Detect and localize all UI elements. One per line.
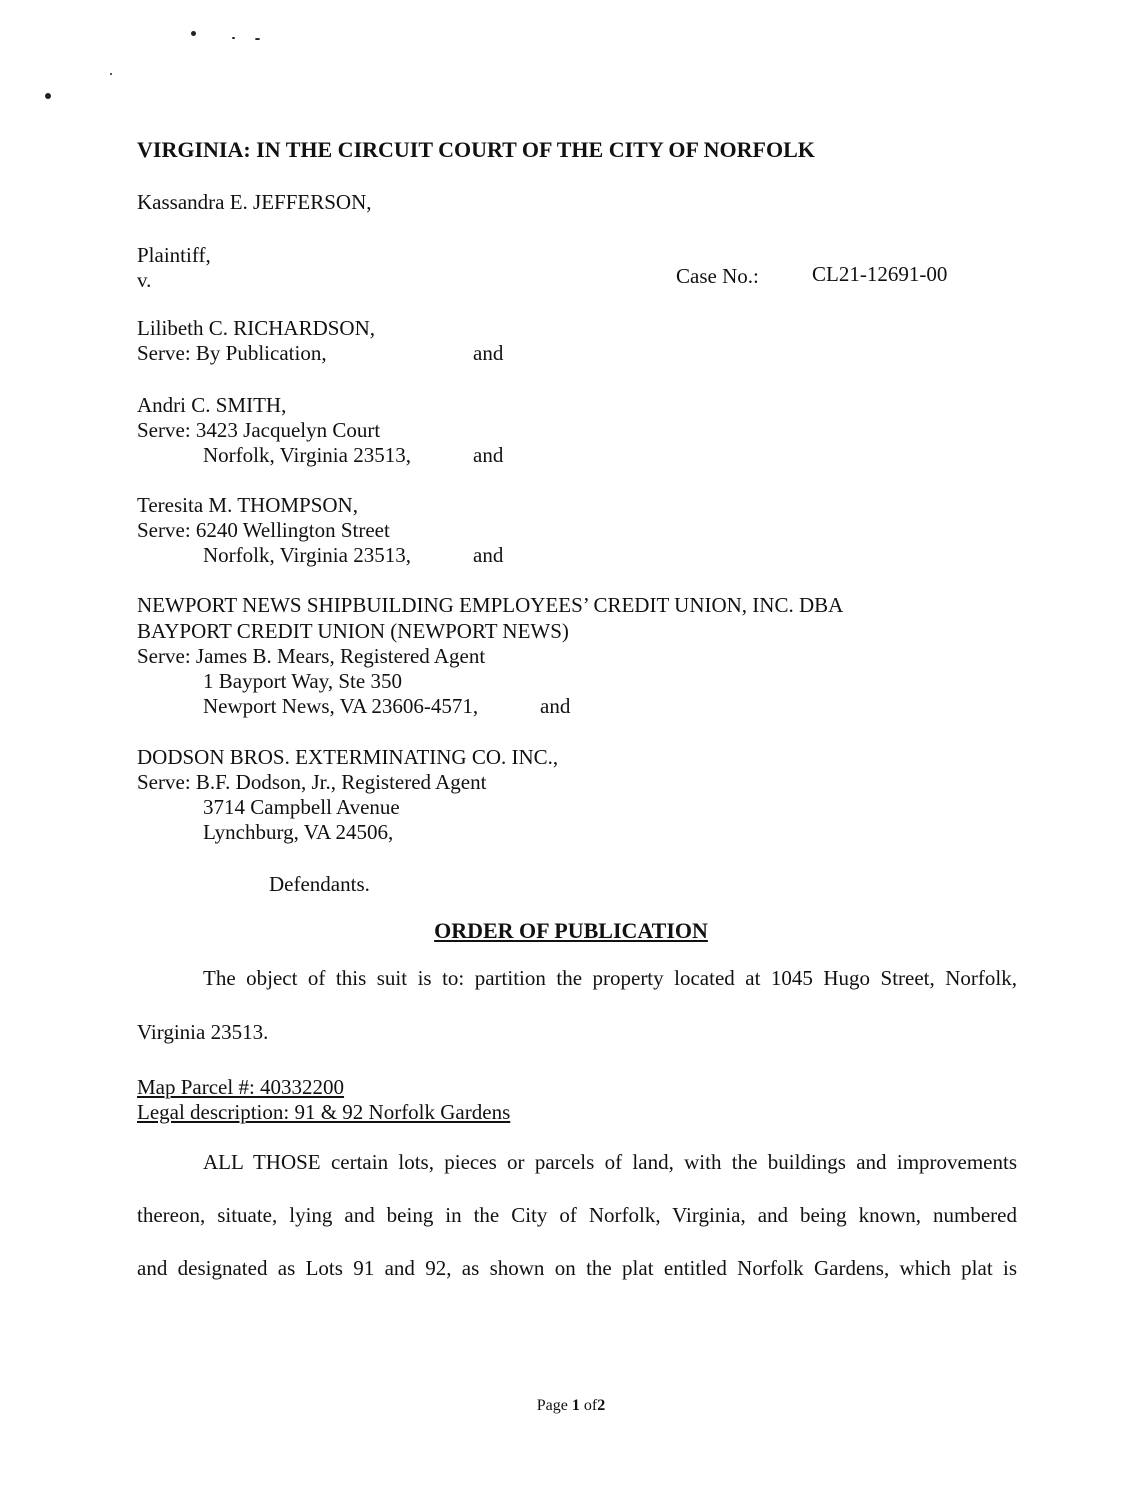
defendants-label: Defendants. [269, 872, 370, 896]
order-title: ORDER OF PUBLICATION [434, 918, 708, 943]
legal-text-line: and designated as Lots 91 and 92, as shown on the plat entitled Norfolk Gardens, which plat is [137, 1256, 1017, 1280]
footer-of-word: of [583, 1397, 598, 1414]
legal-text-line: ALL THOSE certain lots, pieces or parcels of land, with the buildings and improvements [203, 1150, 1017, 1174]
defendant-serve-line: Serve: B.F. Dodson, Jr., Registered Agent [137, 770, 487, 794]
scan-speck [45, 93, 51, 99]
defendant-name: NEWPORT NEWS SHIPBUILDING EMPLOYEES’ CREDIT UNION, INC. DBA [137, 593, 844, 617]
defendant-name: Teresita M. THOMPSON, [137, 493, 358, 517]
legal-text-line: thereon, situate, lying and being in the City of Norfolk, Virginia, and being known, numbered [137, 1203, 1017, 1227]
connector-and: and [473, 341, 504, 365]
defendant-serve-line: Norfolk, Virginia 23513, [203, 543, 411, 567]
scan-speck [255, 38, 260, 40]
defendant-name: Lilibeth C. RICHARDSON, [137, 316, 376, 340]
plaintiff-role: Plaintiff, [137, 243, 211, 267]
case-number: CL21-12691-00 [812, 262, 948, 286]
defendant-name: BAYPORT CREDIT UNION (NEWPORT NEWS) [137, 619, 569, 643]
connector-and: and [540, 694, 571, 718]
defendant-serve-line: Serve: 3423 Jacquelyn Court [137, 418, 381, 442]
versus-label: v. [137, 268, 152, 292]
defendant-serve-line: Serve: 6240 Wellington Street [137, 518, 390, 542]
footer-page-number: 1 [571, 1397, 580, 1414]
court-header: VIRGINIA: IN THE CIRCUIT COURT OF THE CITY OF NORFOLK [137, 137, 815, 162]
defendant-name: DODSON BROS. EXTERMINATING CO. INC., [137, 745, 559, 769]
page-footer [0, 1393, 1142, 1418]
defendant-serve-line: 3714 Campbell Avenue [203, 795, 400, 819]
defendant-serve-line: 1 Bayport Way, Ste 350 [203, 669, 402, 693]
scan-speck [232, 37, 235, 39]
footer-page-word: Page [536, 1397, 568, 1414]
connector-and: and [473, 543, 504, 567]
scan-speck [191, 31, 196, 36]
case-number-label: Case No.: [676, 264, 759, 288]
plaintiff-name: Kassandra E. JEFFERSON, [137, 190, 372, 214]
object-line: Virginia 23513. [137, 1020, 269, 1044]
defendant-serve-line: Serve: By Publication, [137, 341, 327, 365]
object-line: The object of this suit is to: partition the property located at 1045 Hugo Street, Norfolk, [203, 966, 1017, 990]
defendant-serve-line: Serve: James B. Mears, Registered Agent [137, 644, 486, 668]
map-parcel: Map Parcel #: 40332200 [137, 1075, 345, 1099]
connector-and: and [473, 443, 504, 467]
legal-description: Legal description: 91 & 92 Norfolk Gardens [137, 1100, 511, 1124]
defendant-serve-line: Lynchburg, VA 24506, [203, 820, 394, 844]
defendant-serve-line: Newport News, VA 23606-4571, [203, 694, 479, 718]
defendant-serve-line: Norfolk, Virginia 23513, [203, 443, 411, 467]
defendant-name: Andri C. SMITH, [137, 393, 287, 417]
footer-page-total: 2 [597, 1397, 606, 1414]
scan-speck [110, 73, 112, 75]
